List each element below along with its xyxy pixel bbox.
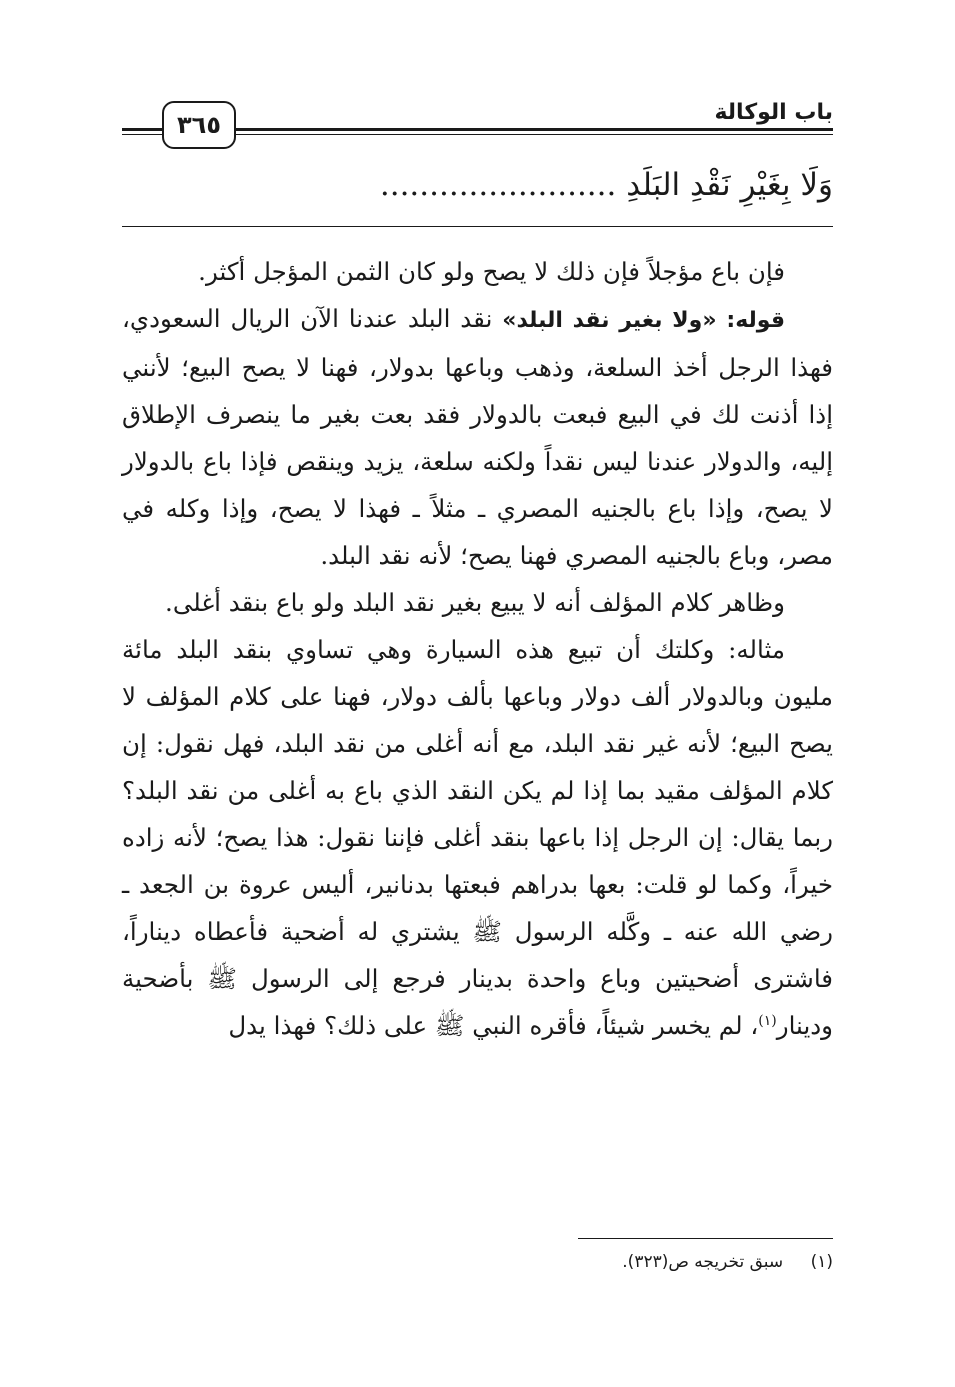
header-rule-thin	[234, 134, 833, 135]
header-rule	[234, 128, 833, 131]
matn-divider	[122, 226, 833, 227]
paragraph-4-text-end: ، لم يخسر شيئاً، فأقره النبي ﷺ على ذلك؟ فهذا يدل	[228, 1011, 759, 1040]
paragraph-1: فإن باع مؤجلاً فإن ذلك لا يصح ولو كان الثمن المؤجل أكثر.	[198, 257, 785, 286]
header-rule-left-thin	[122, 134, 164, 135]
footnote-number: (١)	[810, 1252, 833, 1272]
paragraph-2-text: نقد البلد عندنا الآن الريال السعودي، فهذا الرجل أخذ السلعة، وذهب وباعها بدولار، فهنا لا يصح البيع؛ لأنني إذا أذنت لك في البيع فبعت بالدولار فقد بعت بغير ما ينصرف الإطلاق إليه، والدولار عندنا ليس نقداً ولكنه سلعة، يزيد وينقص فإذا باع بالدولار لا يصح، وإذا باع بالجنيه المصري ـ مثلاً ـ فهذا لا يصح، وإذا وكله في مصر، وباع بالجنيه المصري فهنا يصح؛ لأنه نقد البلد.	[122, 304, 833, 570]
paragraph-2	[122, 295, 833, 579]
quote-lead: قوله:	[726, 308, 785, 333]
page-number-text: ٣٦٥	[177, 111, 221, 139]
footnote	[122, 1250, 833, 1274]
commentary-body	[122, 248, 833, 1049]
page-number	[162, 101, 236, 149]
quoted-matn: «ولا بغير نقد البلد»	[502, 308, 717, 333]
paragraph-4	[122, 626, 833, 1049]
footnote-divider	[578, 1238, 833, 1239]
footnote-marker: (١)	[758, 1012, 777, 1029]
paragraph-3: وظاهر كلام المؤلف أنه لا يبيع بغير نقد البلد ولو باع بنقد أغلى.	[165, 588, 785, 617]
footnote-text: سبق تخريجه ص(٣٢٣).	[622, 1252, 784, 1272]
paragraph-4-text: مثاله: وكلتك أن تبيع هذه السيارة وهي تساوي بنقد البلد مائة مليون وبالدولار ألف دولار وباعها بألف دولار، فهنا على كلام المؤلف لا يصح البيع؛ لأنه غير نقد البلد، مع أنه أغلى من نقد البلد، فهل نقول: إن كلام المؤلف مقيد بما إذا لم يكن النقد الذي باع به أغلى من نقد البلد؟ ربما يقال: إن الرجل إذا باعها بنقد أغلى فإننا نقول: هذا يصح؛ لأنه زاده خيراً، وكما لو قلت: بعها بدراهم فبعتها بدنانير، أليس عروة بن الجعد ـ رضي الله عنه ـ وكَّله الرسول ﷺ يشتري له أضحية فأعطاه ديناراً، فاشترى أضحيتين وباع واحدة بدينار فرجع إلى الرسول ﷺ بأضحية ودينار	[122, 635, 833, 1040]
running-title: باب الوكالة	[714, 100, 833, 125]
matn-line: وَلَا بِغَيْرِ نَقْدِ البَلَدِ ........................	[379, 167, 833, 203]
header-rule-left	[122, 128, 164, 131]
